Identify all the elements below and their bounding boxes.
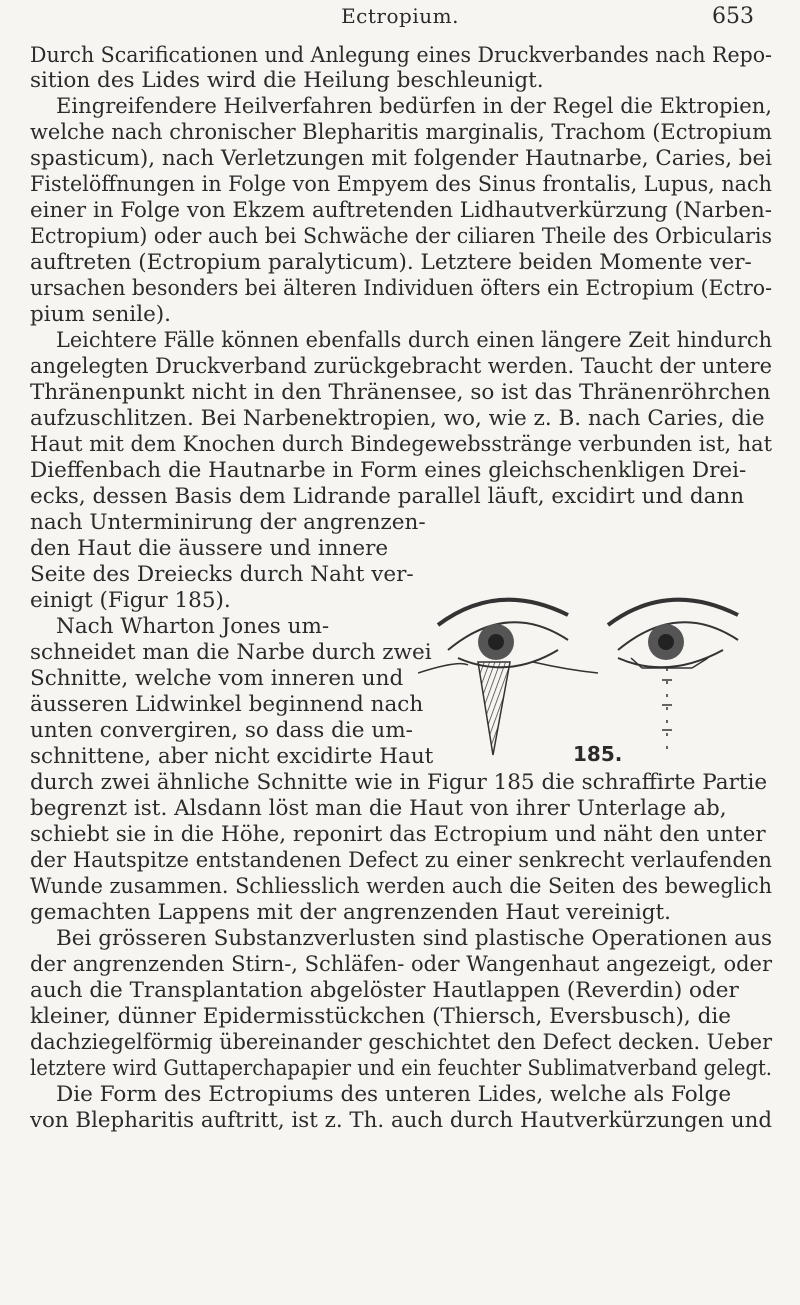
- text-line: der Hautspitze entstandenen Defect zu einer senkrecht verlaufenden: [30, 848, 772, 873]
- text-line: Durch Scarificationen und Anlegung eines Druckverbandes nach Repo-: [30, 43, 772, 68]
- text-line: begrenzt ist. Alsdann löst man die Haut von ihrer Unterlage ab,: [30, 796, 727, 821]
- text-line: Nach Wharton Jones um-: [56, 614, 330, 639]
- text-line: auch die Transplantation abgelöster Hautlappen (Reverdin) oder: [30, 978, 739, 1003]
- text-line: Seite des Dreiecks durch Naht ver-: [30, 562, 414, 587]
- text-line: schiebt sie in die Höhe, reponirt das Ectropium und näht den unter: [30, 822, 766, 847]
- text-line: angelegten Druckverband zurückgebracht werden. Taucht der untere: [30, 354, 772, 379]
- text-line: letztere wird Guttaperchapapier und ein feuchter Sublimatverband gelegt.: [30, 1056, 772, 1081]
- text-line: welche nach chronischer Blepharitis marginalis, Trachom (Ectropium: [30, 120, 772, 145]
- text-line: Dieffenbach die Hautnarbe in Form eines gleichschenkligen Drei-: [30, 458, 747, 483]
- left-eye-drawing: [418, 600, 598, 755]
- text-line: schnittene, aber nicht excidirte Haut: [30, 744, 434, 769]
- text-line: Haut mit dem Knochen durch Bindegewebsstränge verbunden ist, hat: [30, 432, 772, 457]
- text-line: Fistelöffnungen in Folge von Empyem des Sinus frontalis, Lupus, nach: [30, 172, 772, 197]
- text-line: pium senile).: [30, 302, 172, 327]
- text-line: äusseren Lidwinkel beginnend nach: [30, 692, 424, 717]
- text-line: schneidet man die Narbe durch zwei: [30, 640, 432, 665]
- text-line: gemachten Lappens mit der angrenzenden Haut vereinigt.: [30, 900, 671, 925]
- right-eye-drawing: [608, 600, 738, 750]
- text-line: Leichtere Fälle können ebenfalls durch einen längere Zeit hindurch: [56, 328, 772, 353]
- text-line: einer in Folge von Ekzem auftretenden Lidhautverkürzung (Narben-: [30, 198, 772, 223]
- text-line: den Haut die äussere und innere: [30, 536, 389, 561]
- text-line: ecks, dessen Basis dem Lidrande parallel läuft, excidirt und dann: [30, 484, 745, 509]
- text-line: spasticum), nach Verletzungen mit folgender Hautnarbe, Caries, bei: [30, 146, 772, 171]
- text-line: dachziegelförmig übereinander geschichtet den Defect decken. Ueber: [30, 1030, 772, 1055]
- text-line: unten convergiren, so dass die um-: [30, 718, 413, 743]
- text-line: der angrenzenden Stirn-, Schläfen- oder Wangenhaut angezeigt, oder: [30, 952, 772, 977]
- text-line: ursachen besonders bei älteren Individuen öfters ein Ectropium (Ectro-: [30, 276, 772, 301]
- text-line: einigt (Figur 185).: [30, 588, 231, 613]
- text-line: kleiner, dünner Epidermisstückchen (Thiersch, Eversbusch), die: [30, 1004, 731, 1029]
- text-line: Schnitte, welche vom inneren und: [30, 666, 404, 691]
- text-line: nach Unterminirung der angrenzen-: [30, 510, 426, 535]
- text-line: Ectropium) oder auch bei Schwäche der ciliaren Theile des Orbicularis: [30, 224, 772, 249]
- text-line: aufzuschlitzen. Bei Narbenektropien, wo, wie z. B. nach Caries, die: [30, 406, 765, 431]
- text-line: durch zwei ähnliche Schnitte wie in Figur 185 die schraffirte Partie: [30, 770, 768, 795]
- text-line: Die Form des Ectropiums des unteren Lides, welche als Folge: [56, 1082, 732, 1107]
- running-header: Ectropium.: [341, 4, 459, 28]
- text-line: Eingreifendere Heilverfahren bedürfen in der Regel die Ektropien,: [56, 94, 772, 119]
- text-line: sition des Lides wird die Heilung beschleunigt.: [30, 68, 544, 93]
- text-line: von Blepharitis auftritt, ist z. Th. auch durch Hautverkürzungen und: [30, 1108, 772, 1133]
- text-line: Bei grösseren Substanzverlusten sind plastische Operationen aus: [56, 926, 772, 951]
- text-line: Wunde zusammen. Schliesslich werden auch die Seiten des beweglich: [30, 874, 772, 899]
- page-number: 653: [712, 4, 754, 29]
- text-line: Thränenpunkt nicht in den Thränensee, so ist das Thränenröhrchen: [30, 380, 771, 405]
- text-line: auftreten (Ectropium paralyticum). Letztere beiden Momente ver-: [30, 250, 752, 275]
- figure-label: 185.: [573, 742, 623, 766]
